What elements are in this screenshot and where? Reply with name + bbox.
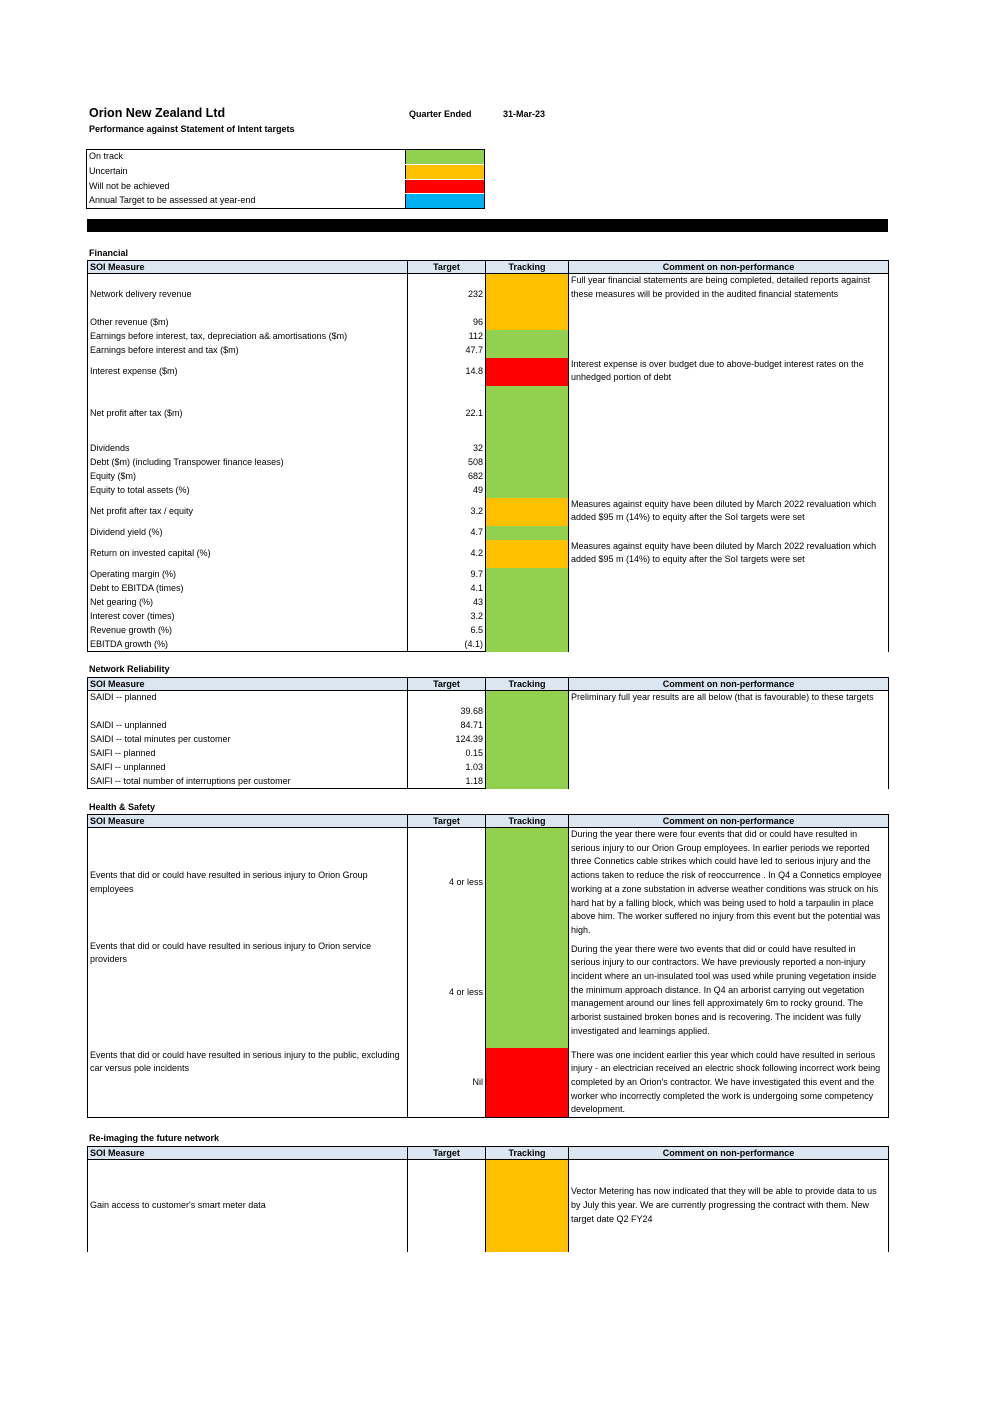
comment-cell: Preliminary full year results are all below (that is favourable) to these targets	[569, 691, 889, 789]
comment-cell: During the year there were four events that did or could have resulted in serious injury to our Orion Group employees. In earlier periods we reported three Connetics cable strikes which could have led to serious injury and the actions taken to reduce the risk of reoccurrence . In Q4 a Connetics employee working at a zone substation in adverse weather conditions was struck on his hard hat by a falling block, which was being used to hold a tarpaulin in place above him. The worker suffered no injury from this event but the potential was high.	[569, 828, 889, 938]
target-cell: 124.39	[408, 733, 486, 747]
comment-cell: Full year financial statements are being completed, detailed reports against these measures will be provided in the audited financial statements	[569, 274, 889, 330]
measure-cell: Events that did or could have resulted in serious injury to Orion service providers	[88, 938, 408, 1048]
target-cell: 47.7	[408, 344, 486, 358]
target-cell: 14.8	[408, 358, 486, 386]
measure-cell: Events that did or could have resulted in serious injury to Orion Group employees	[88, 828, 408, 938]
tracking-cell	[486, 358, 569, 386]
measure-cell: Revenue growth (%)	[88, 624, 408, 638]
comment-cell	[569, 568, 889, 652]
legend-swatch-green	[405, 150, 484, 164]
col-header-measure: SOI Measure	[88, 815, 408, 828]
col-header-tracking: Tracking	[486, 261, 569, 274]
table-header	[88, 678, 889, 691]
measure-cell: SAIDI -- planned	[88, 691, 408, 719]
measure-cell: Debt to EBITDA (times)	[88, 582, 408, 596]
measure-cell: SAIDI -- unplanned	[88, 719, 408, 733]
target-cell: 0.15	[408, 747, 486, 761]
table-row	[88, 358, 889, 386]
target-cell: 96	[408, 316, 486, 330]
target-cell: 84.71	[408, 719, 486, 733]
future-section-title: Re-imaging the future network	[89, 1133, 220, 1143]
legend-row-on-track	[87, 150, 484, 164]
measure-cell: SAIFI -- planned	[88, 747, 408, 761]
target-cell: 4.7	[408, 526, 486, 540]
tracking-cell	[486, 330, 569, 358]
measure-cell: SAIDI -- total minutes per customer	[88, 733, 408, 747]
quarter-label: Quarter Ended	[409, 109, 472, 119]
tracking-cell	[486, 1048, 569, 1118]
safety-table	[87, 814, 889, 1118]
target-cell: 39.68	[408, 691, 486, 719]
target-cell: 32	[408, 442, 486, 456]
col-header-tracking: Tracking	[486, 815, 569, 828]
col-header-measure: SOI Measure	[88, 261, 408, 274]
col-header-comment: Comment on non-performance	[569, 261, 889, 274]
quarter-date: 31-Mar-23	[503, 109, 546, 119]
legend-row-not-achieved	[87, 179, 484, 194]
target-cell: 4 or less	[408, 828, 486, 938]
table-row	[88, 691, 889, 719]
comment-cell	[569, 386, 889, 498]
measure-cell: Net profit after tax ($m)	[88, 386, 408, 442]
section-divider-bar	[87, 219, 888, 232]
table-row	[88, 498, 889, 526]
tracking-cell	[486, 568, 569, 652]
measure-cell: Gain access to customer's smart meter data	[88, 1160, 408, 1252]
reliability-section-title: Network Reliability	[89, 664, 170, 674]
legend-label: On track	[89, 151, 124, 161]
tracking-cell	[486, 1160, 569, 1252]
measure-cell: Debt ($m) (including Transpower finance leases)	[88, 456, 408, 470]
company-name: Orion New Zealand Ltd	[89, 106, 226, 120]
measure-cell: Net gearing (%)	[88, 596, 408, 610]
target-cell: 4 or less	[408, 938, 486, 1048]
target-cell: Nil	[408, 1048, 486, 1118]
measure-cell: Dividend yield (%)	[88, 526, 408, 540]
table-row	[88, 526, 889, 540]
comment-cell: Vector Metering has now indicated that they will be able to provide data to us by July this year. We are currently progressing the contract with them. New target date Q2 FY24	[569, 1160, 889, 1252]
target-cell: 22.1	[408, 386, 486, 442]
legend-label: Annual Target to be assessed at year-end	[89, 195, 256, 206]
table-row	[88, 1048, 889, 1118]
measure-cell: Return on invested capital (%)	[88, 540, 408, 568]
table-row	[88, 1160, 889, 1252]
comment-cell: Measures against equity have been diluted by March 2022 revaluation which added $95 m (14%) to equity after the SoI targets were set	[569, 498, 889, 526]
col-header-tracking: Tracking	[486, 678, 569, 691]
table-header	[88, 815, 889, 828]
target-cell: (4.1)	[408, 638, 486, 652]
status-legend	[86, 149, 485, 209]
safety-section-title: Health & Safety	[89, 802, 156, 812]
target-cell: 43	[408, 596, 486, 610]
legend-row-uncertain	[87, 164, 484, 179]
target-cell: 682	[408, 470, 486, 484]
comment-cell: There was one incident earlier this year which could have resulted in serious injury - an electrician received an electric shock following incorrect work being completed by an Orion's contractor. We have investigated this event and the worker who incorrectly completed the work is undergoing some competency development.	[569, 1048, 889, 1118]
legend-label: Will not be achieved	[89, 180, 170, 191]
table-row	[88, 568, 889, 582]
measure-cell: Earnings before interest and tax ($m)	[88, 344, 408, 358]
target-cell: 3.2	[408, 610, 486, 624]
target-cell: 4.1	[408, 582, 486, 596]
col-header-comment: Comment on non-performance	[569, 815, 889, 828]
col-header-comment: Comment on non-performance	[569, 678, 889, 691]
col-header-target: Target	[408, 261, 486, 274]
target-cell	[408, 1160, 486, 1252]
table-header	[88, 1147, 889, 1160]
col-header-target: Target	[408, 815, 486, 828]
legend-swatch-red	[405, 180, 484, 194]
measure-cell: Network delivery revenue	[88, 274, 408, 316]
target-cell: 3.2	[408, 498, 486, 526]
legend-swatch-blue	[405, 194, 484, 208]
financial-table	[87, 260, 889, 652]
target-cell: 6.5	[408, 624, 486, 638]
table-row	[88, 274, 889, 316]
table-row	[88, 540, 889, 568]
measure-cell: Interest cover (times)	[88, 610, 408, 624]
table-row	[88, 938, 889, 1048]
financial-section-title: Financial	[89, 248, 129, 258]
table-row	[88, 828, 889, 938]
measure-cell: Operating margin (%)	[88, 568, 408, 582]
target-cell: 9.7	[408, 568, 486, 582]
measure-cell: Dividends	[88, 442, 408, 456]
comment-cell	[569, 526, 889, 540]
legend-row-year-end	[87, 193, 484, 208]
measure-cell: SAIFI -- total number of interruptions per customer	[88, 775, 408, 789]
col-header-comment: Comment on non-performance	[569, 1147, 889, 1160]
report-subtitle: Performance against Statement of Intent targets	[89, 124, 295, 134]
col-header-measure: SOI Measure	[88, 678, 408, 691]
target-cell: 232	[408, 274, 486, 316]
comment-cell	[569, 330, 889, 358]
measure-cell: Net profit after tax / equity	[88, 498, 408, 526]
measure-cell: Earnings before interest, tax, depreciation a& amortisations ($m)	[88, 330, 408, 344]
col-header-target: Target	[408, 678, 486, 691]
table-row	[88, 386, 889, 442]
tracking-cell	[486, 386, 569, 498]
legend-swatch-orange	[405, 165, 484, 179]
comment-cell: Measures against equity have been diluted by March 2022 revaluation which added $95 m (14%) to equity after the SoI targets were set	[569, 540, 889, 568]
reliability-table	[87, 677, 889, 789]
measure-cell: Interest expense ($m)	[88, 358, 408, 386]
col-header-target: Target	[408, 1147, 486, 1160]
measure-cell: SAIFI -- unplanned	[88, 761, 408, 775]
future-table	[87, 1146, 889, 1252]
comment-cell: Interest expense is over budget due to above-budget interest rates on the unhedged portion of debt	[569, 358, 889, 386]
target-cell: 49	[408, 484, 486, 498]
comment-cell: During the year there were two events that did or could have resulted in serious injury to our contractors. We have previously reported a non-injury incident where an un-insulated tool was used while pruning vegetation inside the minimum approach distance. In Q4 an arborist carrying out vegetation management around our lines fell approximately 6m to rocky ground. The arborist sustained broken bones and is recovering. The incident was fully investigated and learnings applied.	[569, 938, 889, 1048]
target-cell: 4.2	[408, 540, 486, 568]
target-cell: 1.03	[408, 761, 486, 775]
measure-cell: EBITDA growth (%)	[88, 638, 408, 652]
target-cell: 112	[408, 330, 486, 344]
table-header	[88, 261, 889, 274]
table-row	[88, 330, 889, 344]
measure-cell: Other revenue ($m)	[88, 316, 408, 330]
tracking-cell	[486, 526, 569, 540]
tracking-cell	[486, 691, 569, 789]
measure-cell: Events that did or could have resulted in serious injury to the public, excluding car versus pole incidents	[88, 1048, 408, 1118]
measure-cell: Equity to total assets (%)	[88, 484, 408, 498]
tracking-cell	[486, 540, 569, 568]
target-cell: 508	[408, 456, 486, 470]
tracking-cell	[486, 828, 569, 938]
tracking-cell	[486, 274, 569, 330]
col-header-measure: SOI Measure	[88, 1147, 408, 1160]
measure-cell: Equity ($m)	[88, 470, 408, 484]
col-header-tracking: Tracking	[486, 1147, 569, 1160]
tracking-cell	[486, 498, 569, 526]
target-cell: 1.18	[408, 775, 486, 789]
legend-label: Uncertain	[89, 165, 128, 176]
tracking-cell	[486, 938, 569, 1048]
